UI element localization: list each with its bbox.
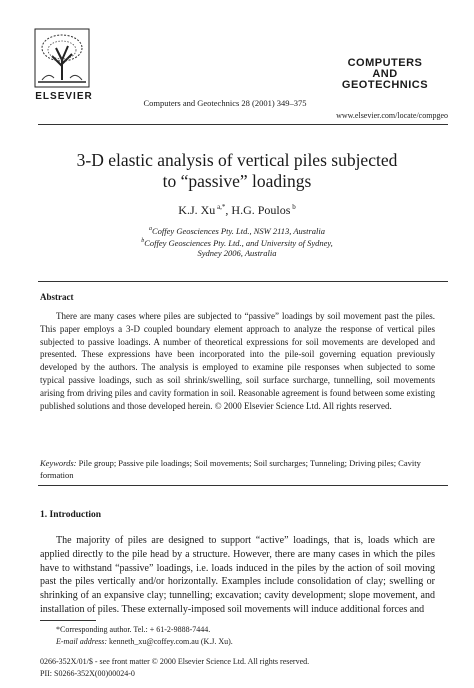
abstract-body: There are many cases where piles are subjected to “passive” loadings by soil movement past the piles. This paper employs a 3-D coupled boundary element approach to analyze the response of vertical piles subjected to passive loadings. A number of theoretical expressions for soil movements are developed and presented. These expressions have been incorporated into the pile-soil governing equation previously developed by the authors. The analysis is employed to examine pile responses when subjected to some typical passive loadings, such as soil shrink/swelling, soil surface surcharge, tunnelling, soil movements arising from driving piles and cavity formation in soil. Reasonable agreement is found between some existing published solutions and those developed herein. © 2000 Elsevier Science Ltd. All rights reserved. [40, 311, 435, 411]
brand-line-2: AND [372, 68, 398, 80]
journal-url[interactable]: www.elsevier.com/locate/compgeo [336, 111, 448, 120]
pii-line: PII: S0266-352X(00)00024-0 [40, 669, 135, 678]
brand-line-3: GEOTECHNICS [341, 79, 429, 91]
affiliation-a [40, 224, 434, 237]
elsevier-logo [18, 28, 106, 108]
keywords-label: Keywords: [40, 458, 77, 468]
affiliation-mark: b [141, 238, 145, 244]
journal-brand [340, 58, 430, 91]
affiliation-b [40, 236, 434, 249]
footnote-email [56, 637, 233, 646]
header-divider [38, 124, 448, 125]
keywords-list: Pile group; Passive pile loadings; Soil movements; Soil surcharges; Tunneling; Driving piles; Cavity formation [40, 458, 421, 480]
article-title [40, 150, 434, 192]
publisher-name: ELSEVIER [35, 91, 93, 102]
affiliation-text: Coffey Geosciences Pty. Ltd., and University of Sydney, [144, 237, 333, 248]
footnote-corresponding: *Corresponding author. Tel.: + 61-2-9888-7444. [56, 625, 211, 634]
abstract-top-divider [38, 281, 448, 282]
affiliation-mark: a [149, 226, 152, 232]
affiliation-text: Coffey Geosciences Pty. Ltd., NSW 2113, Australia [152, 225, 325, 236]
abstract-bottom-divider [38, 485, 448, 486]
abstract-heading: Abstract [40, 292, 74, 302]
email-label: E-mail address: [56, 637, 108, 646]
author-name: , H.G. Poulos [225, 203, 291, 217]
title-line-2: to “passive” loadings [162, 171, 312, 191]
journal-citation: Computers and Geotechnics 28 (2001) 349–375 [143, 98, 307, 108]
author-name: K.J. Xu [178, 203, 216, 217]
introduction-body: The majority of piles are designed to support “active” loadings, that is, loads which are applied directly to the pile head by a structure. However, there are many cases in which the piles have to withstand “passive” loadings, i.e. loads induced in the piles by the action of soil moving past the piles vertically and/or horizontally. Examples include consolidation of clay; swelling or shrinking of an expansive clay; tunnelling; excavation; cavity development; slope movement, and installation of piles. These externally-imposed soil movements will induce additional forces and [40, 535, 435, 615]
elsevier-tree-emblem [34, 28, 90, 88]
author-affiliation-mark: a,* [215, 203, 226, 211]
author-affiliation-mark: b [290, 203, 296, 211]
brand-line-1: COMPUTERS [347, 57, 423, 69]
title-line-1: 3-D elastic analysis of vertical piles subjected [76, 150, 398, 170]
author-list [40, 203, 434, 218]
email-address[interactable]: kenneth_xu@coffey.com.au (K.J. Xu). [107, 637, 233, 646]
keywords [40, 457, 435, 481]
front-matter-line: 0266-352X/01/$ - see front matter © 2000 Elsevier Science Ltd. All rights reserved. [40, 657, 310, 666]
section-heading-introduction: 1. Introduction [40, 510, 102, 520]
footnote-divider [40, 620, 96, 621]
affiliation-b-cont: Sydney 2006, Australia [197, 248, 277, 258]
